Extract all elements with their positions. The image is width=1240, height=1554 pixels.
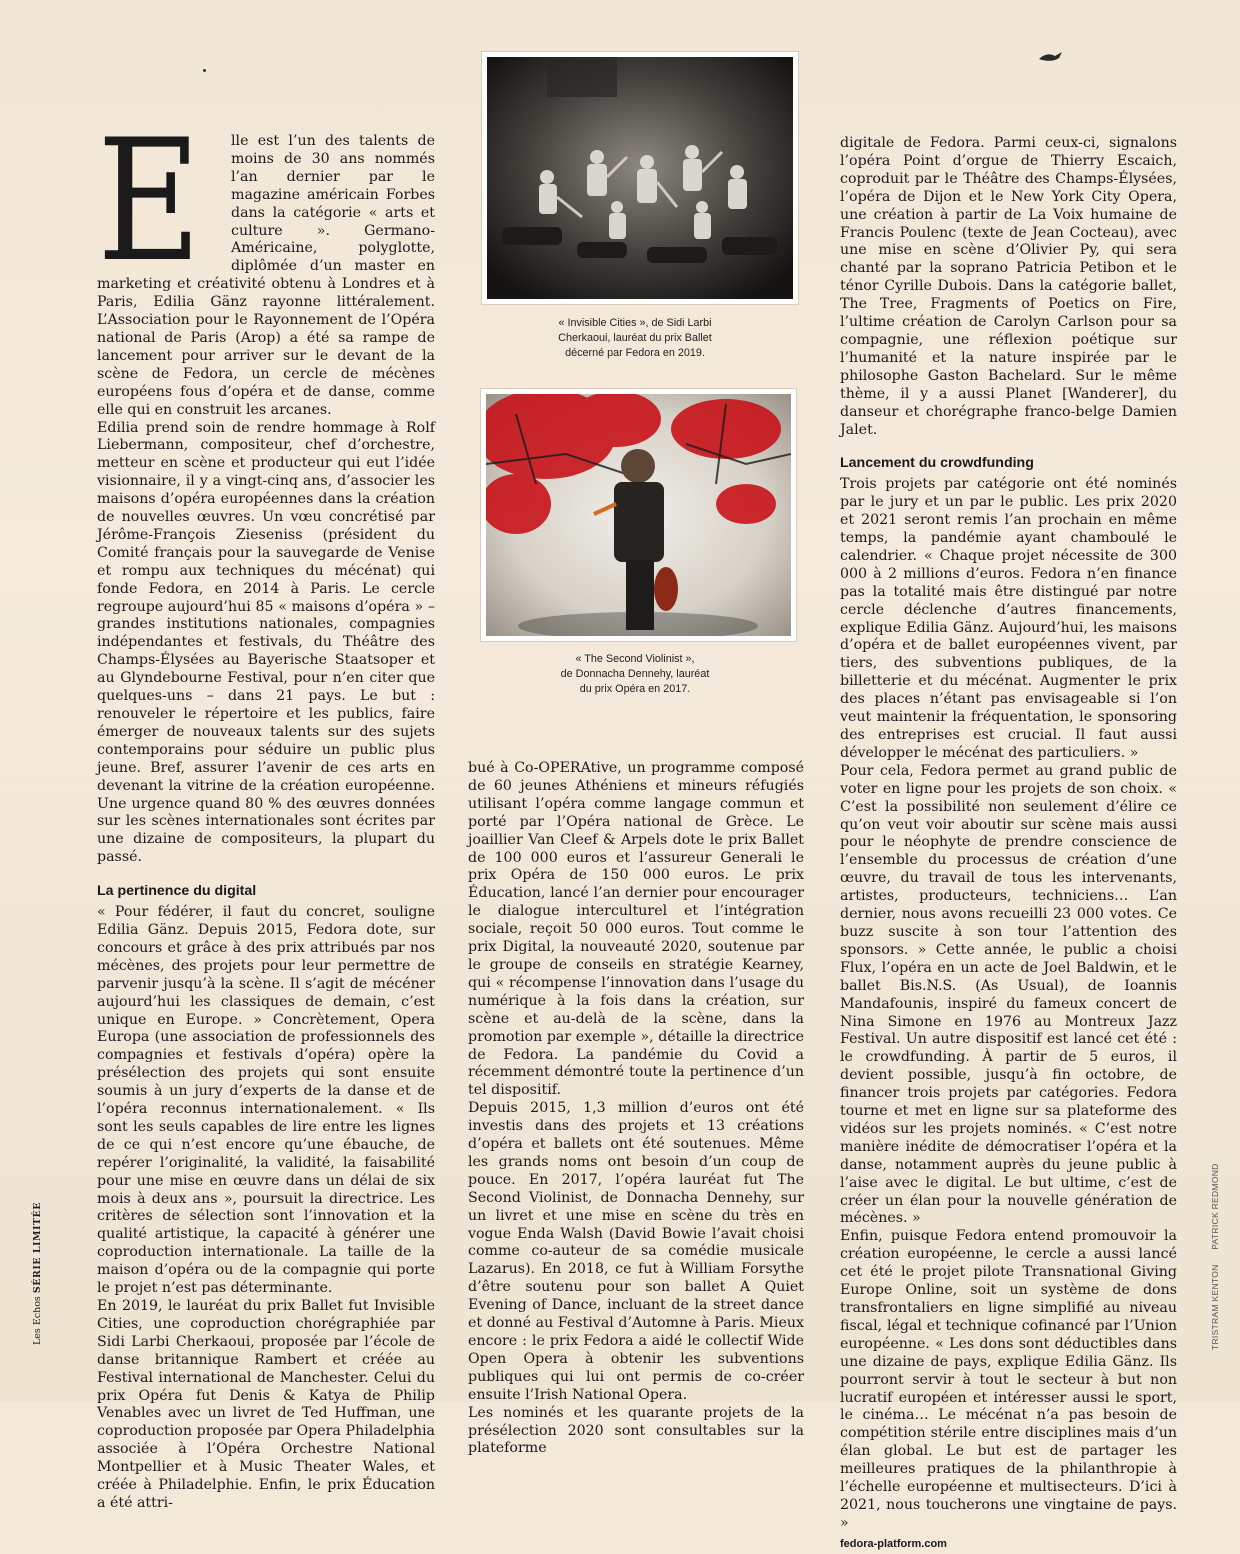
- caption-line: « The Second Violinist »,: [575, 653, 695, 665]
- bird-ornament-icon: [1038, 50, 1064, 64]
- subheading-crowdfunding: Lancement du crowdfunding: [840, 455, 1034, 472]
- paragraph: Les nominés et les quarante projets de la présélection 2020 sont consultables sur la plateforme: [468, 1404, 804, 1457]
- caption-line: de Donnacha Dennehy, lauréat: [560, 668, 710, 680]
- ink-dot: [203, 69, 206, 72]
- intro-paragraph: [97, 103, 435, 420]
- article-column-3: [840, 135, 1177, 1554]
- series-name: SÉRIE LIMITÉE: [32, 1202, 43, 1294]
- article-column-1: [97, 103, 435, 1513]
- paragraph: Depuis 2015, 1,3 million d’euros ont été investis dans des projets et 13 créations d’opéra et ballets ont été soutenues. Même les grands noms ont besoin d’un coup de pouce. En 2017, l’opéra lauréat fut The Second Violinist, de Donnacha Dennehy, sur un livret et une mise en scène du très en vogue Enda Walsh (David Bowie l’avait choisi comme co-auteur de sa comédie musicale Lazarus). En 2018, ce fut à William Forsythe d’être soutenu pour son ballet A Quiet Evening of Dance, incluant de la street dance et donné au Festival d’Automne à Paris. Mieux encore : le prix Fedora a aidé le collectif Wide Open Opera à obtenir les subventions publiques qui lui ont permis de co-créer ensuite l’Irish National Opera.: [468, 1100, 804, 1403]
- caption-line: Cherkaoui, lauréat du prix Ballet: [558, 332, 712, 344]
- caption-line: du prix Opéra en 2017.: [579, 683, 691, 695]
- paragraph: Edilia prend soin de rendre hommage à Rolf Liebermann, compositeur, chef d’orchestre, metteur en scène et producteur qui eut l’idée visionnaire, il y a vingt-cinq ans, d’associer les maisons d’opéra européennes dans la création de nouvelles œuvres. Un vœu concrétisé par Jérôme-François Zieseniss (président du Comité français pour la sauvegarde de Venise et rompu aux techniques du mécénat) qui fonde Fedora, en 2014 à Paris. Le cercle regroupe aujourd’hui 85 « maisons d’opéra » – grandes institutions nationales, compagnies indépendantes et festivals, du Théâtre des Champs-Élysées au Bayerische Staatsoper et au Glyndebourne Festival, pour n’en citer que quelques-uns – dans 21 pays. Le but : renouveler le répertoire et les publics, faire émerger de nouveaux talents sur des sujets contemporains pour séduire un public plus jeune. Bref, assurer l’avenir de ces arts en devenant la vitrine de la création européenne. Une urgence quand 80 % des œuvres données sur les scènes internationales sont écrites par une dizaine de compositeurs, la plupart du passé.: [97, 419, 435, 866]
- photo-credits: [1210, 1163, 1220, 1350]
- photo-second-violinist: [481, 389, 796, 641]
- dancers-photo-icon: [487, 57, 793, 299]
- publication-name: Les Echos: [32, 1296, 43, 1345]
- paragraph: digitale de Fedora. Parmi ceux-ci, signalons l’opéra Point d’orgue de Thierry Escaich, coproduit par le Théâtre des Champs-Élysées, l’opéra de Dijon et le New York City Opera, une création à partir de La Voix humaine de Francis Poulenc (texte de Jean Cocteau), avec une mise en scène d’Olivier Py, qui sera chanté par la soprano Patricia Petibon et le ténor Cyrille Dubois. Dans la catégorie ballet, The Tree, Fragments of Poetics on Fire, l’ultime création de Carolyn Carlson pour sa compagnie, une réflexion poétique sur l’humanité et la nature inspirée par le philosophe Gaston Bachelard. Sur le même thème, il y a aussi Planet [Wanderer], du danseur et chorégraphe franco-belge Damien Jalet.: [840, 135, 1177, 438]
- article-column-2: [468, 760, 804, 1458]
- photo-caption-1: [520, 316, 750, 361]
- intro-text: lle est l’un des talents de moins de 30 ans nommés l’an dernier par le magazine américain Forbes dans la catégorie « arts et culture ». Germano-Américaine, polyglotte, diplômée d’un master en marketing et créativité obtenu à Londres et à Paris, Edilia Gänz rayonne littéralement. L’Association pour le Rayonnement de l’Opéra national de Paris (Arop) a été sa rampe de lancement pour arriver sur le devant de la scène de Fedora, un cercle de mécènes européens fous d’opéra et de danse, comme elle qui en construit les arcanes.: [97, 133, 435, 418]
- photo-invisible-cities: [482, 52, 798, 304]
- credit-1: TRISTRAM KENTON: [1210, 1264, 1220, 1350]
- caption-line: décerné par Fedora en 2019.: [565, 347, 705, 359]
- fedora-link[interactable]: fedora-platform.com: [840, 1537, 947, 1550]
- credit-2: PATRICK REDMOND: [1210, 1163, 1220, 1250]
- paragraph: Pour cela, Fedora permet au grand public de voter en ligne pour les projets de son choix. « C’est la possibilité non seulement d’élire ce qu’on veut voir aboutir sur scène mais aussi pour le néophyte de prendre conscience de l’ensemble du processus de création d’une œuvre, du travail de tous les intervenants, artistes, producteurs, techniciens… L’an dernier, nous avons recueilli 23 000 votes. Ce buzz suscite à son tour l’attention des sponsors. » Cette année, le public a choisi Flux, l’opéra en un acte de Joel Baldwin, et le ballet Bis.N.S. (As Usual), de Ioannis Mandafounis, inspiré du fameux concert de Nina Simone en 1976 au Montreux Jazz Festival. Un autre dispositif est lancé cet été : le crowdfunding. À partir de 5 euros, il devient possible, jusqu’à fin octobre, de financer trois projets par catégories. Fedora tourne et met en ligne sur sa plateforme des vidéos sur les projets nominés. « C’est notre manière inédite de démocratiser l’opéra et la danse, notamment auprès du jeune public à l’aise avec le digital. Le but ultime, c’est de créer un élan pour la nouvelle génération de mécènes. »: [840, 762, 1177, 1227]
- caption-line: « Invisible Cities », de Sidi Larbi: [558, 317, 712, 329]
- paragraph: En 2019, le lauréat du prix Ballet fut Invisible Cities, une coproduction chorégraphiée par Sidi Larbi Cherkaoui, proposée par l’école de danse britannique Rambert et créée au Festival international de Manchester. Celui du prix Opéra fut Denis & Katya de Philip Venables avec un livret de Ted Huffman, une coproduction proposée par Opera Philadelphia associée à l’Opéra Orchestre National Montpellier et à Music Theater Wales, et créée à Philadelphie. Enfin, le prix Éducation a été attri-: [97, 1298, 435, 1511]
- photo-caption-2: [520, 652, 750, 697]
- paragraph: « Pour fédérer, il faut du concret, souligne Edilia Gänz. Depuis 2015, Fedora dote, sur concours et grâce à des prix attribués par nos mécènes, des projets pour leur permettre de parvenir jusqu’à la scène. Il s’agit de mécéner aujourd’hui les classiques de demain, c’est unique en Europe. » Concrètement, Opera Europa (une association de professionnels des compagnies et festivals d’opéra) opère la présélection des projets qui sont ensuite soumis à un jury d’experts de la danse et de l’opéra reconnus internationalement. « Ils sont les seuls capables de lire entre les lignes de ce qui n’est encore qu’une ébauche, de repérer l’originalité, la validité, la faisabilité pour une mise en œuvre dans un délai de six mois à deux ans », poursuit la directrice. Les critères de sélection sont l’innovation et la qualité artistique, la capacité à générer une coproduction internationale. La taille de la maison d’opéra ou de la compagnie qui porte le projet n’est pas déterminante.: [97, 904, 435, 1297]
- paragraph: Trois projets par catégorie ont été nominés par le jury et un par le public. Les prix 2020 et 2021 seront remis l’an prochain en même temps, la pandémie ayant chamboulé le calendrier. « Chaque projet nécessite de 300 000 à 2 millions d’euros. Fedora n’en finance pas la totalité mais être distingué par notre cercle déclenche d’autres financements, explique Edilia Gänz. Aujourd’hui, les maisons d’opéra et de ballet européennes vivent, par tiers, des subventions publiques, de la billetterie et du mécénat. Augmenter le prix des places n’étant pas envisageable si l’on veut maintenir la fréquentation, le sponsoring des entreprises est crucial. Il faut aussi développer le mécénat des particuliers. »: [840, 476, 1177, 761]
- drop-cap: E: [97, 103, 198, 299]
- violinist-photo-icon: [486, 394, 791, 636]
- subheading-digital: La pertinence du digital: [97, 883, 257, 900]
- folio-footer: [32, 1202, 43, 1345]
- paragraph: Enfin, puisque Fedora entend promouvoir la création européenne, le cercle a aussi lancé cet été le projet pilote Transnational Giving Europe Online, soit un système de dons transfrontaliers en ligne simplifié au niveau fiscal, légal et technique cofinancé par l’Union européenne. « Les dons sont déductibles dans une dizaine de pays, explique Edilia Gänz. Ils pourront servir à tout le secteur à but non lucratif européen et intéresser aussi le sport, le cinéma… Le mécénat n’a pas besoin de compétition stérile entre disciplines mais d’un élan global. Le but est de partager les meilleures pratiques de la philanthropie à l’échelle européenne et multisecteurs. D’ici à 2021, nous toucherons une vingtaine de pays. »: [840, 1228, 1177, 1531]
- paragraph: bué à Co-OPERAtive, un programme composé de 60 jeunes Athéniens et mineurs réfugiés utilisant l’opéra comme langage commun et porté par l’Opéra national de Grèce. Le joaillier Van Cleef & Arpels dote le prix Ballet de 100 000 euros et l’assureur Generali le prix Opéra de 150 000 euros. Le prix Éducation, lancé l’an dernier pour encourager le dialogue interculturel et l’intégration sociale, reçoit 50 000 euros. Tout comme le prix Digital, la nouveauté 2020, soutenue par le groupe de conseils en stratégie Kearney, qui « récompense l’innovation dans l’usage du numérique à la fois dans la création, sur scène et au-delà de la scène, dans la promotion par exemple », détaille la directrice de Fedora. La pandémie du Covid a récemment démontré toute la pertinence d’un tel dispositif.: [468, 760, 804, 1099]
